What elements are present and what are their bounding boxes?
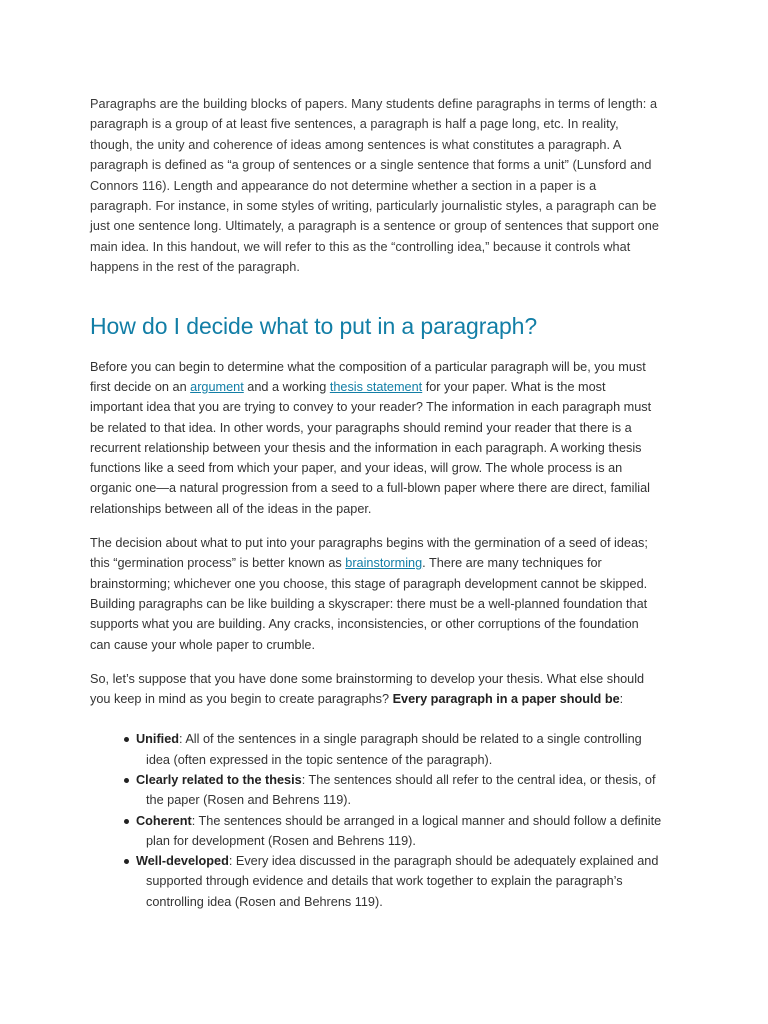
para-line: first decide on an — [90, 379, 191, 394]
bullet-text: supported through evidence and details that work together to explain the paragraph’s — [146, 874, 623, 889]
argument-link[interactable]: argument — [190, 379, 244, 394]
para-line: recurrent relationship between your thesis and the information in each paragraph. A working thesis — [90, 440, 642, 455]
intro-line: paragraph is a group of at least five sentences, a paragraph is half a page long, etc. In reality, — [90, 117, 619, 132]
para-line: be related to that idea. In other words, your paragraphs should remind your reader that there is a — [90, 420, 632, 435]
intro-line: Connors 116). Length and appearance do not determine whether a section in a paper is a — [90, 178, 597, 193]
bullet-icon — [124, 859, 129, 864]
section-heading: How do I decide what to put in a paragraph? — [90, 312, 538, 339]
bullet-icon — [124, 819, 129, 824]
thesis-statement-link[interactable]: thesis statement — [329, 379, 423, 394]
brainstorming-link[interactable]: brainstorming — [345, 556, 423, 571]
para-line: So, let’s suppose that you have done some brainstorming to develop your thesis. What else should — [90, 671, 645, 686]
para-line: relationships between all of the ideas in the paper. — [90, 501, 372, 516]
intro-line: happens in the rest of the paragraph. — [90, 260, 300, 275]
intro-line: paragraph. For instance, in some styles of writing, particularly journalistic styles, a paragraph can be — [90, 199, 657, 214]
para-line: and a working — [243, 379, 330, 394]
list-item-clearly-related — [90, 770, 680, 811]
bullet-text: the paper (Rosen and Behrens 119). — [146, 793, 352, 808]
para-line: important idea that you are trying to convey to your reader? The information in each paragraph must — [90, 400, 652, 415]
bullet-text: controlling idea (Rosen and Behrens 119). — [146, 894, 383, 909]
bullet-icon — [124, 778, 129, 783]
bullet-text: idea (often expressed in the topic sentence of the paragraph). — [146, 752, 493, 767]
list-item-well-developed — [90, 851, 680, 912]
bullet-icon — [124, 737, 129, 742]
para-line: organic one—a natural progression from a seed to a full-blown paper where there are direct, familial — [90, 481, 650, 496]
list-item-unified — [90, 729, 680, 770]
bullet-text: : Every idea discussed in the paragraph should be adequately explained and — [228, 854, 659, 869]
paragraph-qualities-list — [90, 729, 680, 912]
para-line: Before you can begin to determine what the composition of a particular paragraph will be, you must — [90, 359, 646, 374]
para-line: . There are many techniques for — [422, 556, 602, 571]
para-line: Building paragraphs can be like building a skyscraper: there must be a well-planned foundation that — [90, 596, 648, 611]
bullet-text: : All of the sentences in a single paragraph should be related to a single controlling — [179, 732, 642, 747]
paragraph-argument — [90, 357, 680, 519]
bullet-term: Clearly related to the thesis — [136, 773, 302, 787]
intro-paragraph — [90, 94, 680, 278]
intro-line: Paragraphs are the building blocks of papers. Many students define paragraphs in terms of length: a — [90, 97, 658, 111]
bold-requirement-phrase: Every paragraph in a paper should be — [392, 692, 620, 707]
para-line: functions like a seed from which your paper, and your ideas, will grow. The whole process is an — [90, 461, 623, 476]
bullet-term: Unified — [136, 732, 179, 747]
document-page — [90, 94, 680, 912]
bullet-text: : The sentences should be arranged in a logical manner and should follow a definite — [191, 813, 662, 828]
intro-line: main idea. In this handout, we will refer to this as the “controlling idea,” because it controls what — [90, 239, 631, 254]
para-line: : — [619, 692, 624, 707]
bullet-text: plan for development (Rosen and Behrens 119). — [146, 833, 416, 848]
list-item-coherent — [90, 811, 680, 852]
intro-line: though, the unity and coherence of ideas among sentences is what constitutes a paragraph. A — [90, 137, 622, 152]
bullet-term: Well-developed — [136, 854, 229, 869]
para-line: The decision about what to put into your paragraphs begins with the germination of a seed of ideas; — [90, 536, 648, 551]
bullet-text: : The sentences should all refer to the central idea, or thesis, of — [301, 773, 656, 787]
para-line: you keep in mind as you begin to create paragraphs? — [90, 692, 393, 707]
para-line: for your paper. What is the most — [422, 379, 606, 394]
intro-line: just one sentence long. Ultimately, a paragraph is a sentence or group of sentences that support one — [90, 219, 660, 234]
bullet-term: Coherent — [136, 813, 192, 828]
para-line: can cause your whole paper to crumble. — [90, 637, 315, 652]
para-line: brainstorming; whichever one you choose, this stage of paragraph development cannot be skipped. — [90, 576, 648, 591]
intro-line: paragraph is defined as “a group of sentences or a single sentence that forms a unit” (Lunsford and — [90, 158, 652, 173]
paragraph-brainstorming — [90, 533, 680, 655]
para-line: this “germination process” is better known as — [90, 556, 346, 571]
para-line: supports what you are building. Any cracks, inconsistencies, or other corruptions of the foundation — [90, 617, 639, 632]
paragraph-requirements-intro — [90, 669, 680, 710]
